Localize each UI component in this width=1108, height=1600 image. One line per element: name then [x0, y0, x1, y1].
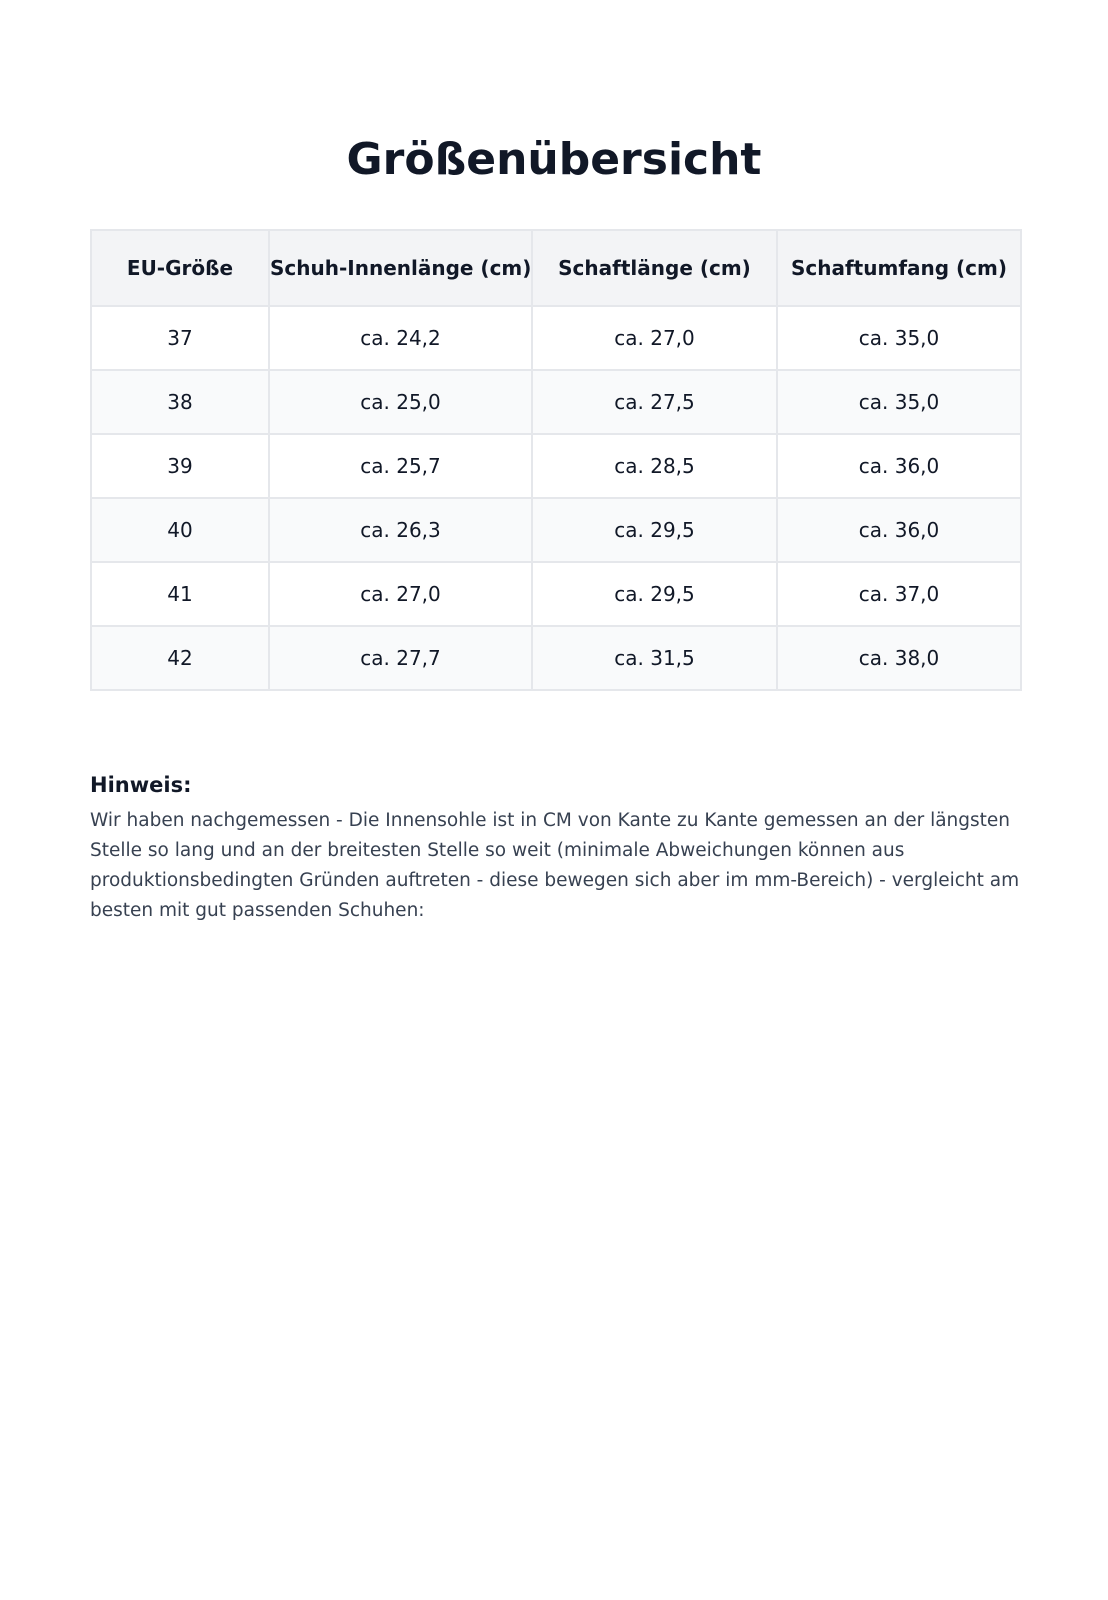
note-section: [90, 770, 1025, 926]
cell-shaft-circumference: ca. 38,0: [777, 626, 1021, 690]
cell-eu-size: 41: [91, 562, 269, 626]
page-title: Größenübersicht: [346, 134, 762, 185]
cell-shaft-circumference: ca. 35,0: [777, 370, 1021, 434]
cell-eu-size: 38: [91, 370, 269, 434]
table-row: [91, 498, 1021, 562]
cell-shaft-circumference: ca. 36,0: [777, 434, 1021, 498]
cell-shaft-length: ca. 27,5: [532, 370, 777, 434]
size-table: [90, 229, 1022, 691]
cell-eu-size: 39: [91, 434, 269, 498]
table-row: [91, 562, 1021, 626]
cell-inner-length: ca. 27,7: [269, 626, 532, 690]
cell-shaft-length: ca. 27,0: [532, 306, 777, 370]
table-row: [91, 626, 1021, 690]
header-shaft-circumference: Schaftumfang (cm): [777, 230, 1021, 306]
cell-eu-size: 40: [91, 498, 269, 562]
cell-eu-size: 42: [91, 626, 269, 690]
header-shaft-length: Schaftlänge (cm): [532, 230, 777, 306]
note-text: Wir haben nachgemessen - Die Innensohle ist in CM von Kante zu Kante gemessen an der längsten Stelle so lang und an der breitesten Stelle so weit (minimale Abweichungen können aus produktionsbedingten Gründen auftreten - diese bewegen sich aber im mm-Bereich) - vergleicht am besten mit gut passenden Schuhen:: [90, 810, 1020, 921]
cell-shaft-length: ca. 29,5: [532, 498, 777, 562]
table-header-row: [91, 230, 1021, 306]
cell-shaft-circumference: ca. 35,0: [777, 306, 1021, 370]
cell-shaft-length: ca. 28,5: [532, 434, 777, 498]
note-heading: Hinweis:: [90, 773, 192, 797]
table-row: [91, 306, 1021, 370]
cell-shaft-length: ca. 29,5: [532, 562, 777, 626]
cell-inner-length: ca. 24,2: [269, 306, 532, 370]
header-inner-length: Schuh-Innenlänge (cm): [269, 230, 532, 306]
cell-inner-length: ca. 27,0: [269, 562, 532, 626]
cell-eu-size: 37: [91, 306, 269, 370]
cell-shaft-circumference: ca. 36,0: [777, 498, 1021, 562]
cell-inner-length: ca. 25,0: [269, 370, 532, 434]
table-row: [91, 434, 1021, 498]
cell-inner-length: ca. 25,7: [269, 434, 532, 498]
cell-shaft-circumference: ca. 37,0: [777, 562, 1021, 626]
header-eu-size: EU-Größe: [91, 230, 269, 306]
cell-shaft-length: ca. 31,5: [532, 626, 777, 690]
table-row: [91, 370, 1021, 434]
cell-inner-length: ca. 26,3: [269, 498, 532, 562]
